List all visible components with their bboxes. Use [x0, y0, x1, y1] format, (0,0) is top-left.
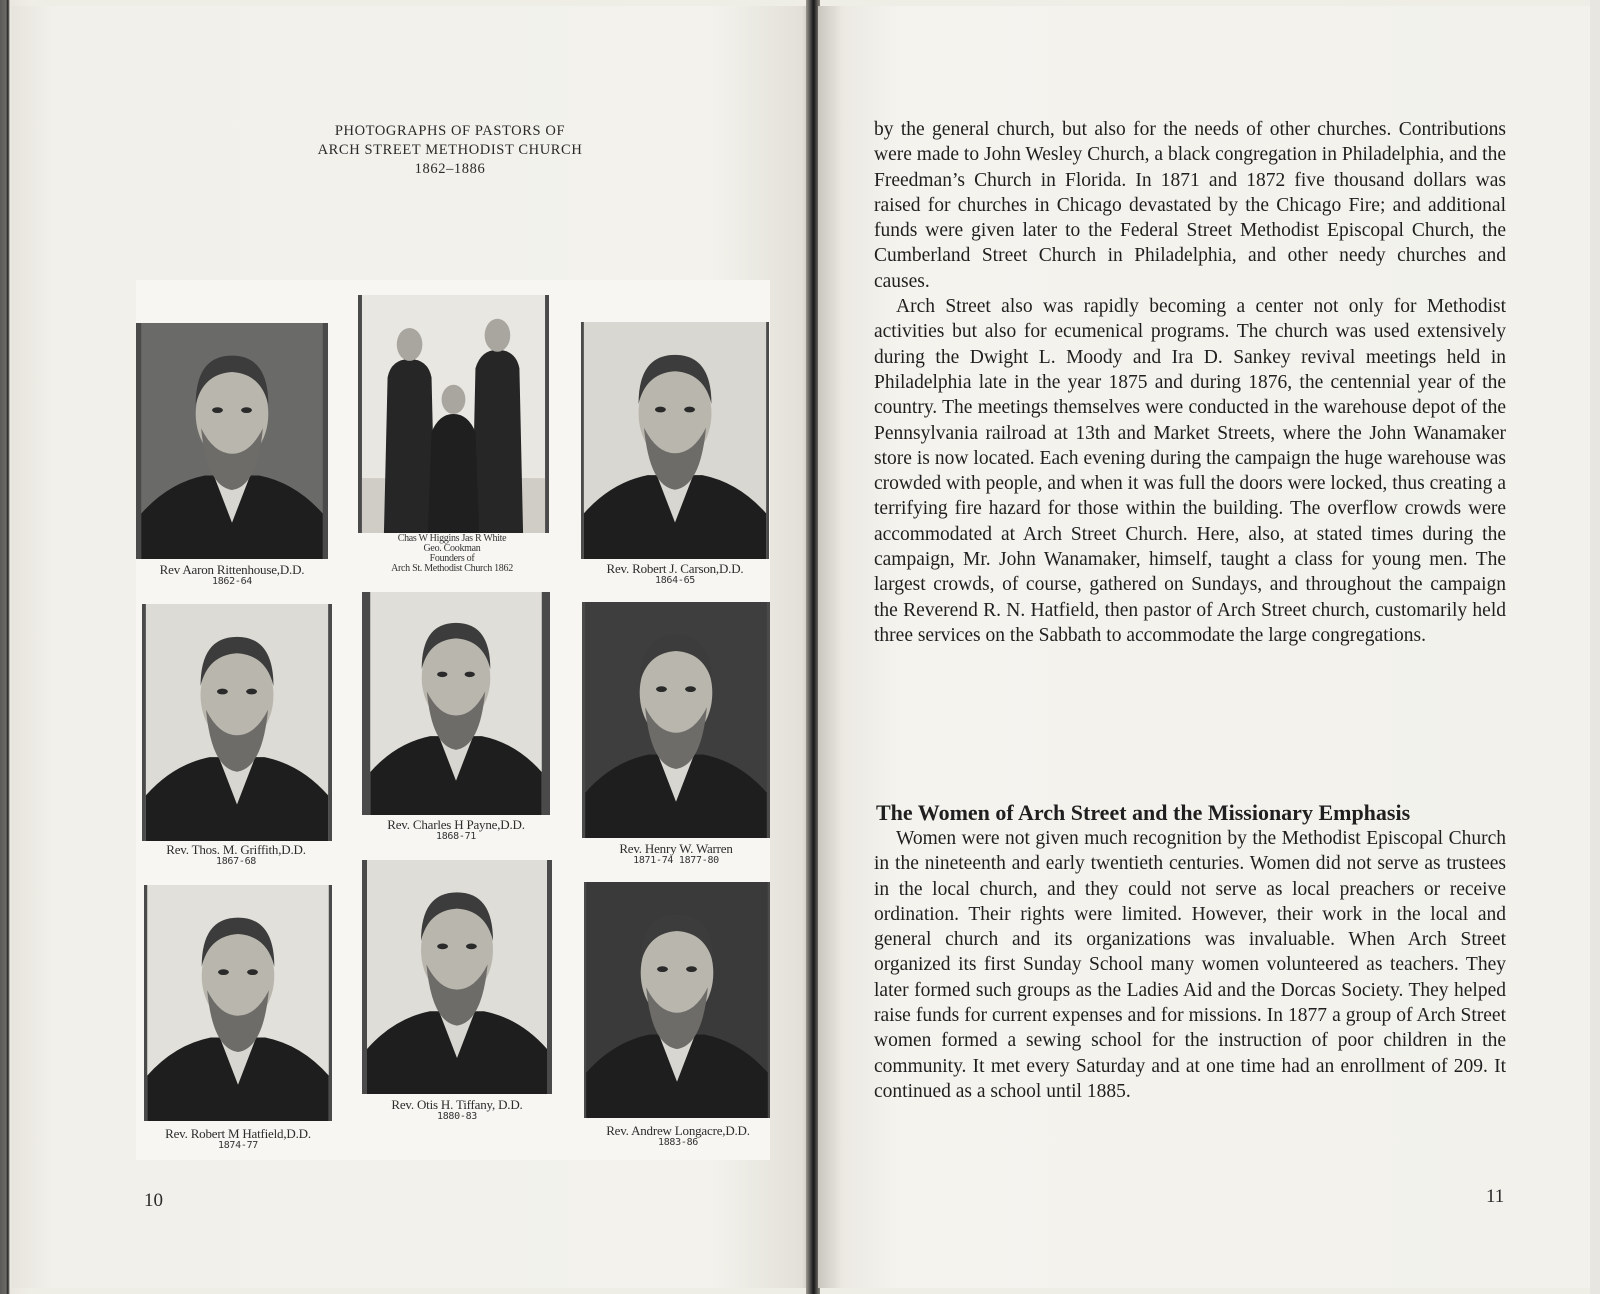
portrait-photo-payne: [362, 592, 550, 815]
paragraph-2: Arch Street also was rapidly becoming a center not only for Methodist activities but also for ecumenical programs. The church was used extensively during the Dwight L. Moody and Ira D. Sankey revival meetings held in Philadelphia late in the year 1875 and during 1876, the centennial year of the country. The meetings themselves were conducted in the warehouse depot of the Pennsylvania railroad at 13th and Market Streets, where the John Wanamaker store is now located. Each evening during the campaign the huge warehouse was crowded with people, and when it was full the doors were locked, thus creating a terrifying fire hazard for those within the building. The overflow crowds were accommodated at Arch Street Church. Here, also, at stated times during the campaign, Mr. John Wanamaker, himself, taught a class for young men. The largest crowds, of course, gathered on Sundays, and throughout the campaign the Reverend R. N. Hatfield, then pastor of Arch Street church, customarily held three services on the Sabbath to accommodate the large congregations.: [874, 296, 1506, 646]
portrait-photo-longacre: [584, 882, 770, 1118]
section-heading: The Women of Arch Street and the Missionary Emphasis: [876, 800, 1411, 825]
portrait-photo-griffith: [142, 604, 332, 841]
text-block-top: [874, 117, 1506, 648]
founders-line-1: Chas W Higgins Jas R White: [397, 533, 507, 544]
portrait-name: Rev. Henry W. Warren: [619, 841, 733, 856]
portrait-photo-carson: [581, 322, 769, 559]
portrait-years: 1868-71: [435, 831, 477, 842]
portrait-years: 1880-83: [436, 1111, 478, 1122]
page-edge: [1590, 0, 1600, 1294]
portrait-photo-warren: [582, 602, 770, 838]
portrait-label-tiffany: [357, 1098, 557, 1122]
portrait-name: Rev. Robert M Hatfield,D.D.: [165, 1126, 311, 1141]
portrait-photo-tiffany: [362, 860, 552, 1094]
paragraph-3: Women were not given much recognition by the Methodist Episcopal Church in the nineteenth and early twentieth centuries. Women did not serve as trustees in the local church, and they could not serve as local preachers or receive ordination. Their rights were limited. However, their work in the local and general church and its organizations was invaluable. When Arch Street organized its first Sunday School many women volunteered as teachers. They later formed such groups as the Ladies Aid and the Dorcas Society. They helped raise funds for current expenses and for missions. In 1877 a group of Arch Street women formed a sewing school for the instruction of poor children in the community. It met every Saturday and at one time had an enrollment of 209. It continued as a school until 1885.: [874, 828, 1506, 1102]
portrait-label-longacre: [578, 1124, 778, 1148]
caption-line-1: PHOTOGRAPHS OF PASTORS OF: [334, 123, 566, 139]
portrait-photo-hatfield: [144, 885, 332, 1121]
portrait-label-founders: [352, 534, 552, 574]
text-block-bottom: [874, 826, 1506, 1104]
portrait-name: Rev. Thos. M. Griffith,D.D.: [166, 842, 306, 857]
portrait-years: 1864-65: [654, 575, 696, 586]
founders-line-4: Arch St. Methodist Church 1862: [391, 563, 513, 574]
plate-caption: [260, 122, 640, 179]
portrait-name: Rev. Robert J. Carson,D.D.: [606, 561, 744, 576]
portrait-years: 1883-86: [657, 1137, 699, 1148]
portrait-label-payne: [356, 818, 556, 842]
portrait-label-rittenhouse: [136, 563, 328, 587]
portrait-name: Rev. Otis H. Tiffany, D.D.: [391, 1097, 523, 1112]
paragraph-1: by the general church, but also for the needs of other churches. Contributions were made to John Wesley Church, a black congregation in Philadelphia, and the Freedman’s Church in Florida. In 1871 and 1872 five thousand dollars was raised for churches in Chicago devastated by the Chicago Fire; and additional funds were given later to the Federal Street Methodist Episcopal Church, the Cumberland Street Church in Philadelphia, and other needy churches and causes.: [874, 119, 1506, 292]
founders-line-2: Geo. Cookman: [423, 543, 481, 554]
page-number-left: 10: [144, 1190, 163, 1211]
founders-line-3: Founders of: [429, 553, 475, 564]
portrait-years: 1867-68: [215, 856, 257, 867]
portrait-label-griffith: [136, 843, 336, 867]
portrait-name: Rev Aaron Rittenhouse,D.D.: [159, 562, 305, 577]
portrait-label-carson: [575, 562, 775, 586]
caption-line-3: 1862–1886: [414, 161, 486, 177]
portrait-label-warren: [576, 842, 776, 866]
portrait-name: Rev. Charles H Payne,D.D.: [387, 817, 525, 832]
portrait-years: 1862-64: [211, 576, 253, 587]
portrait-name: Rev. Andrew Longacre,D.D.: [606, 1123, 750, 1138]
portrait-label-hatfield: [138, 1127, 338, 1151]
portrait-years: 1871-74 1877-80: [633, 855, 719, 866]
caption-line-2: ARCH STREET METHODIST CHURCH: [317, 142, 583, 158]
portrait-years: 1874-77: [217, 1140, 259, 1151]
portrait-photo-founders: [358, 295, 549, 533]
portrait-photo-rittenhouse: [136, 323, 328, 559]
page-number-right: 11: [1486, 1186, 1505, 1207]
